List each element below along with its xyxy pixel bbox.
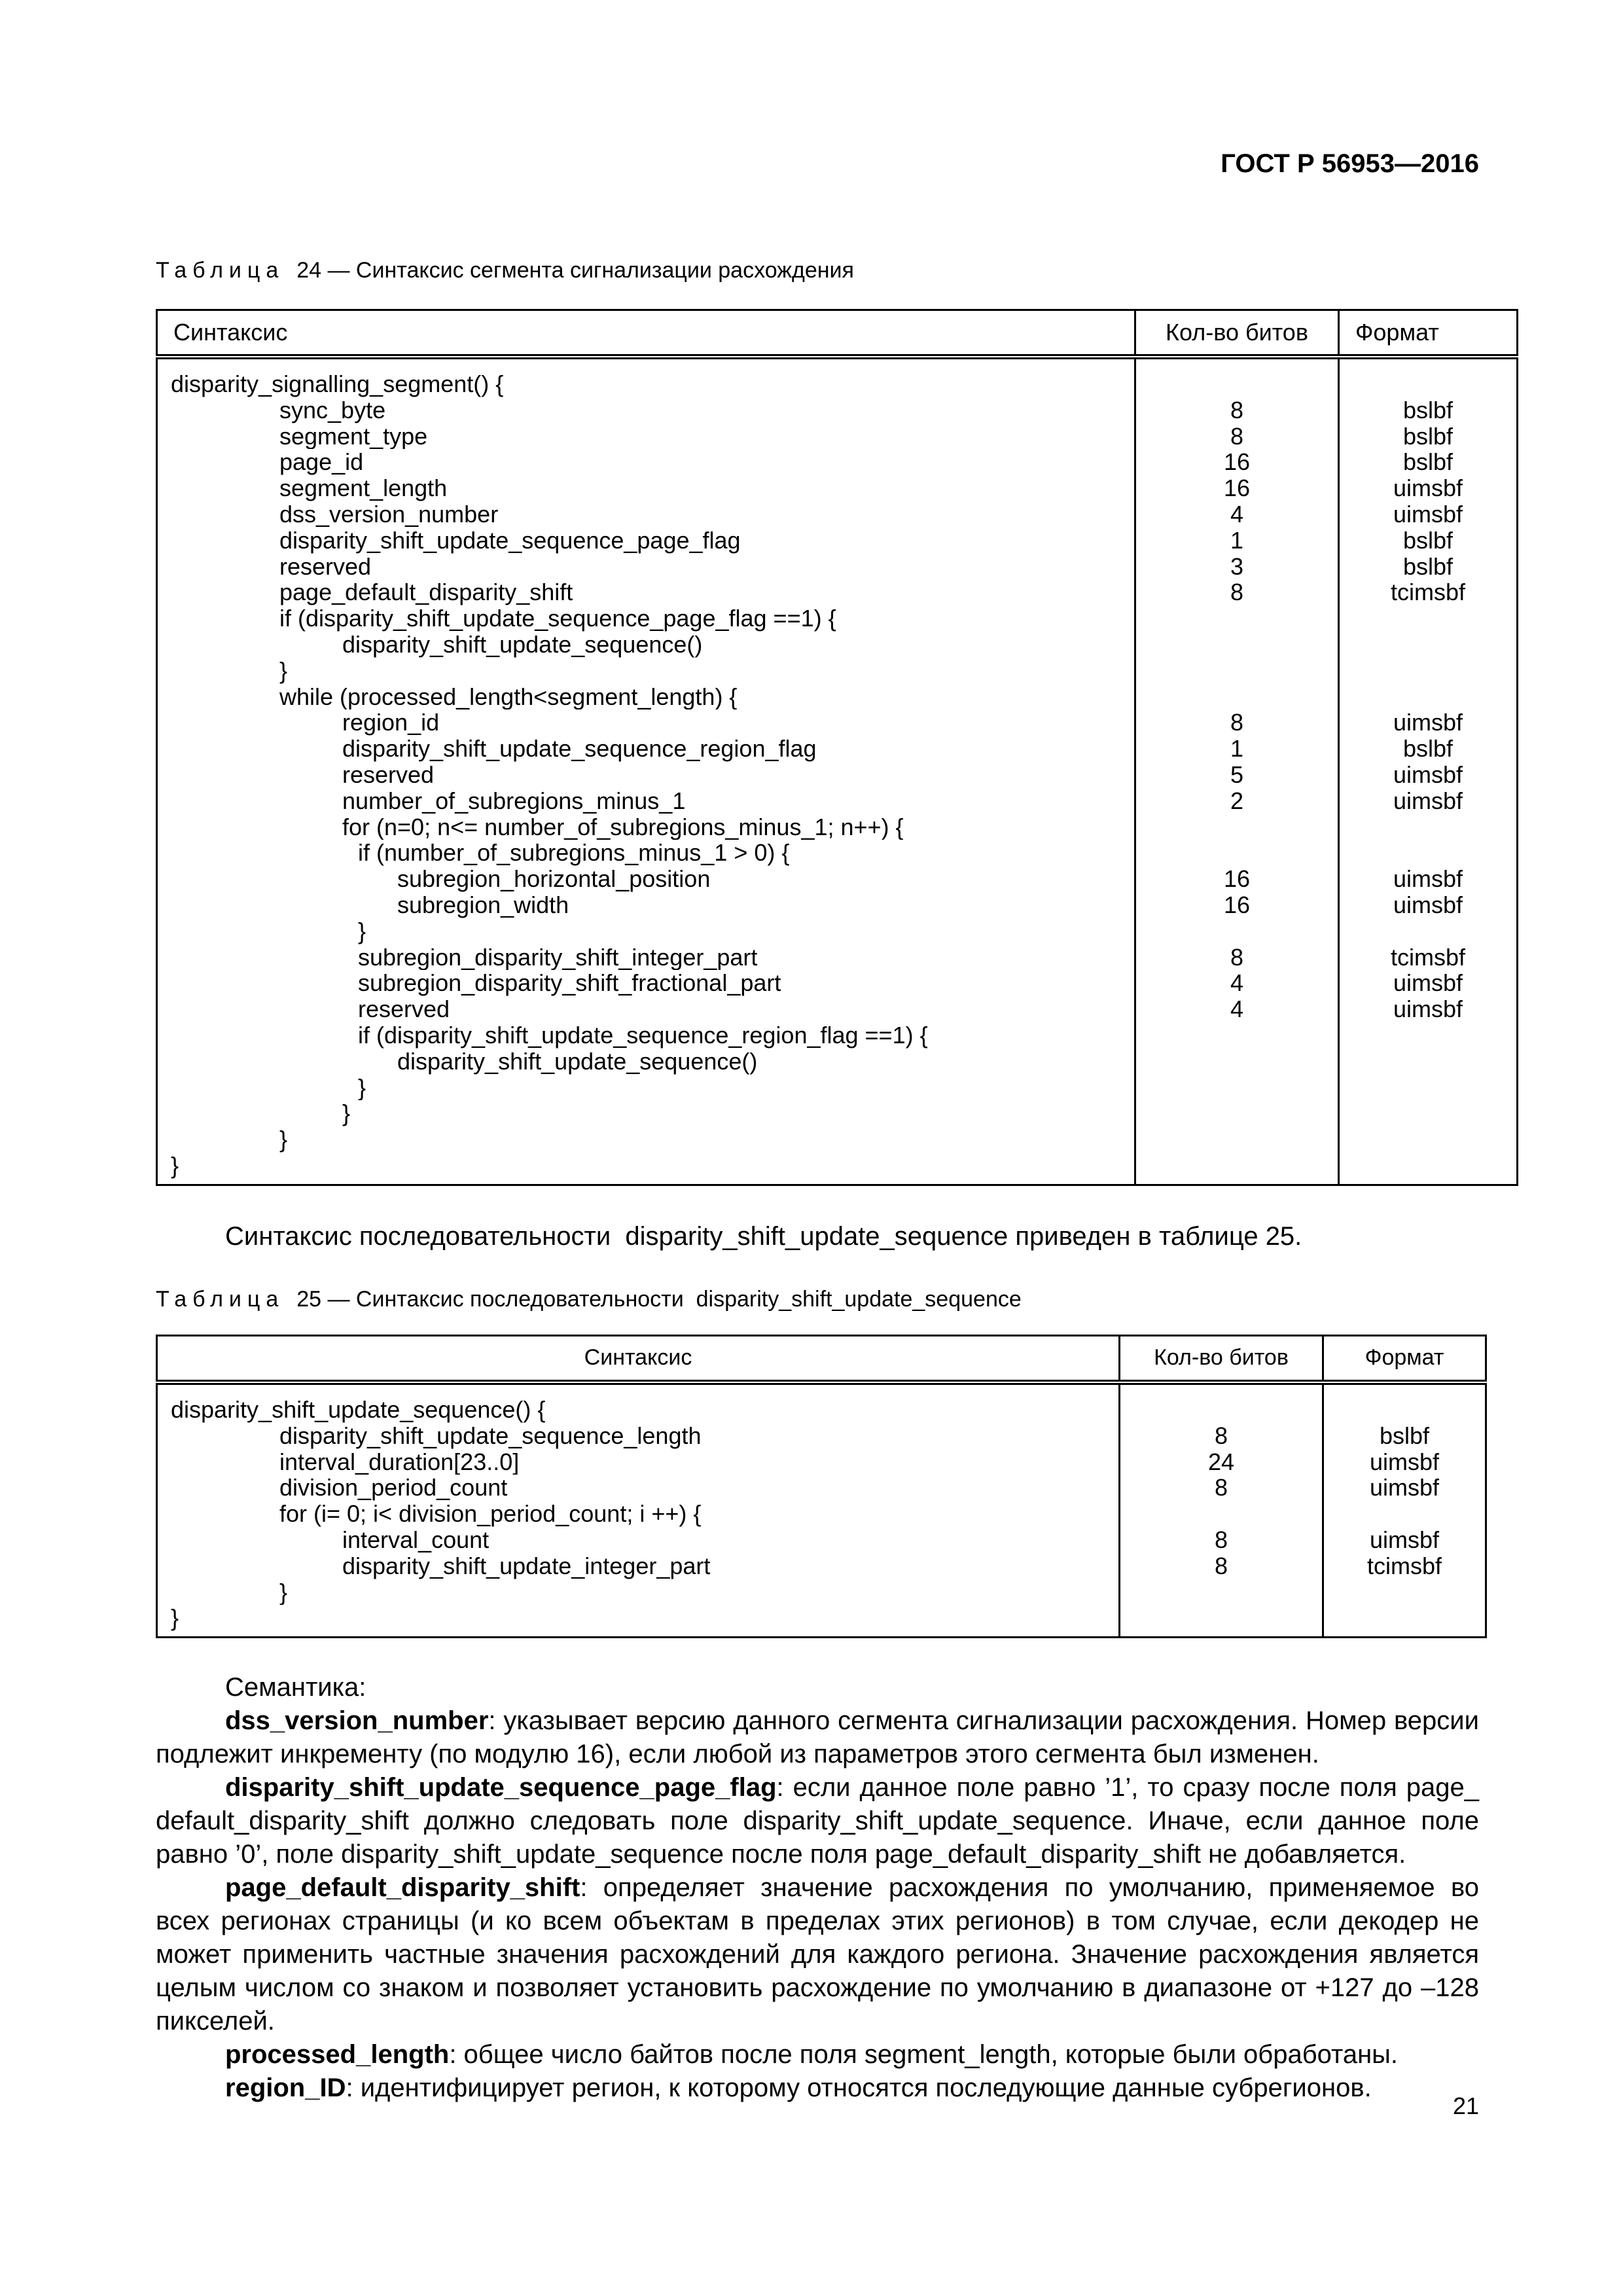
t24-format-value: bslbf (1402, 423, 1454, 450)
table24-syntax-column (157, 357, 1135, 1185)
t25-syntax-line: for (i= 0; i< division_period_count; i ++) { (279, 1501, 702, 1527)
t24-syntax-line: disparity_shift_update_sequence_page_flag (279, 527, 741, 554)
t24-format-value (1340, 918, 1516, 944)
t25-syntax-line: disparity_shift_update_sequence() { (171, 1397, 546, 1423)
table24-header-format: Формат (1339, 310, 1518, 357)
semantics-definition: : определяет значение расхождения по умолчанию, применяемое во всех регионах страницы (и ко всем объектам в пределах этих регионов) в том случае, если декодер не может применить частные значения расхождений для каждого региона. Значение расхождения является целым числом со знаком и позволяет установить расхождение по умолчанию в диапазоне от +127 до –128 пикселей. (156, 1873, 1479, 2036)
t24-bits-value: 16 (1223, 891, 1251, 918)
t24-bits-value (1136, 658, 1338, 684)
t24-format-value: bslbf (1402, 449, 1454, 476)
t24-syntax-line: sync_byte (279, 397, 386, 423)
t24-bits-value (1136, 371, 1338, 397)
t24-format-value (1340, 1022, 1516, 1049)
t24-bits-value (1136, 918, 1338, 944)
t24-format-value: bslbf (1402, 553, 1454, 580)
t24-format-value: uimsbf (1393, 970, 1463, 997)
semantics-item (156, 2038, 1479, 2072)
t24-bits-value (1136, 1100, 1338, 1126)
semantics-definition: : общее число байтов после поля segment_length, которые были обработаны. (449, 2040, 1399, 2069)
table24-bits-column (1135, 357, 1339, 1185)
t24-format-value: uimsbf (1393, 866, 1463, 892)
t24-syntax-line: } (171, 1152, 179, 1179)
t24-syntax-line: dss_version_number (279, 501, 499, 528)
t24-bits-value: 1 (1230, 736, 1244, 762)
t24-format-value: uimsbf (1393, 787, 1463, 814)
t24-syntax-line: number_of_subregions_minus_1 (342, 787, 686, 814)
t24-bits-value: 8 (1230, 944, 1244, 971)
t24-bits-value (1136, 605, 1338, 632)
t24-syntax-line: segment_length (279, 475, 448, 501)
t25-syntax-line: disparity_shift_update_integer_part (342, 1552, 711, 1579)
semantics-definition: : указывает версию данного сегмента сигнализации расхождения. Номер версии подлежит инкременту (по модулю 16), если любой из параметров этого сегмента был изменен. (156, 1706, 1479, 1768)
semantics-term: region_ID (225, 2073, 346, 2102)
t24-format-value (1340, 684, 1516, 710)
t24-syntax-line: reserved (358, 996, 450, 1022)
semantics-item (156, 1704, 1479, 1771)
t24-syntax-line: disparity_shift_update_sequence() (397, 1048, 758, 1075)
table24-format-column (1339, 357, 1518, 1185)
semantics-term: dss_version_number (225, 1706, 489, 1735)
t24-syntax-line: for (n=0; n<= number_of_subregions_minus_1; n++) { (342, 814, 904, 840)
t24-bits-value: 4 (1230, 970, 1244, 997)
t24-bits-value (1136, 1022, 1338, 1049)
t24-syntax-line: disparity_shift_update_sequence() (342, 631, 703, 658)
t25-format-value (1324, 1501, 1485, 1527)
t24-format-value: uimsbf (1393, 709, 1463, 736)
t24-format-value (1340, 1075, 1516, 1101)
table25-header-syntax: Синтаксис (157, 1336, 1120, 1383)
t24-format-value: uimsbf (1393, 475, 1463, 501)
t24-bits-value: 3 (1230, 553, 1244, 580)
table24-body-row (157, 357, 1518, 1185)
t24-bits-value (1136, 840, 1338, 866)
semantics-item (156, 1871, 1479, 2038)
table24-caption (156, 258, 854, 283)
t25-format-value: tcimsbf (1366, 1552, 1442, 1579)
t25-bits-value (1120, 1605, 1322, 1631)
t25-bits-value: 8 (1214, 1526, 1228, 1553)
t24-syntax-line: subregion_disparity_shift_integer_part (358, 944, 758, 971)
t24-bits-value (1136, 1126, 1338, 1153)
semantics-item (156, 2072, 1479, 2105)
table24-header-bits: Кол-во битов (1135, 310, 1339, 357)
t24-syntax-line: } (358, 1074, 366, 1101)
t24-format-value (1340, 1153, 1516, 1179)
t25-format-value (1324, 1579, 1485, 1605)
t24-syntax-line: reserved (342, 761, 435, 788)
t25-bits-value: 8 (1214, 1475, 1228, 1501)
t24-format-value (1340, 1126, 1516, 1153)
t24-format-value (1340, 605, 1516, 632)
table25-caption-text: 25 — Синтаксис последовательности disparity_shift_update_sequence (296, 1287, 1022, 1312)
t24-format-value: uimsbf (1393, 891, 1463, 918)
t24-format-value (1340, 658, 1516, 684)
t24-bits-value: 8 (1230, 579, 1244, 606)
semantics-term: processed_length (225, 2040, 450, 2069)
t24-bits-value: 1 (1230, 527, 1244, 554)
t25-format-value (1324, 1605, 1485, 1631)
t24-format-value: tcimsbf (1390, 944, 1465, 971)
semantics-item (156, 1771, 1479, 1871)
t24-bits-value (1136, 1075, 1338, 1101)
t24-bits-value (1136, 1049, 1338, 1075)
table24-header-syntax: Синтаксис (157, 310, 1135, 357)
t25-syntax-line: division_period_count (279, 1475, 508, 1501)
t25-bits-value: 24 (1207, 1448, 1235, 1475)
t24-bits-value: 8 (1230, 397, 1244, 423)
t25-bits-value: 8 (1214, 1552, 1228, 1579)
t24-bits-value: 16 (1223, 475, 1251, 501)
t24-bits-value: 4 (1230, 501, 1244, 528)
t24-bits-value: 2 (1230, 787, 1244, 814)
t25-format-value: uimsbf (1369, 1475, 1440, 1501)
table25-caption (156, 1287, 1022, 1312)
t24-bits-value (1136, 684, 1338, 710)
semantics-heading: Семантика: (225, 1673, 366, 1702)
t24-format-value: bslbf (1402, 527, 1454, 554)
t25-format-value (1324, 1397, 1485, 1423)
t24-bits-value: 4 (1230, 996, 1244, 1022)
t24-bits-value (1136, 632, 1338, 658)
table24-header-row (157, 310, 1518, 357)
page-number: 21 (1452, 2092, 1479, 2119)
t24-syntax-line: region_id (342, 709, 440, 736)
table25-caption-word: Таблица (156, 1287, 285, 1312)
table25-header-bits: Кол-во битов (1120, 1336, 1323, 1383)
t24-syntax-line: if (disparity_shift_update_sequence_page_flag ==1) { (279, 605, 836, 632)
t24-syntax-line: page_default_disparity_shift (279, 579, 573, 606)
table25-header-format: Формат (1323, 1336, 1486, 1383)
table24-caption-text: 24 — Синтаксис сегмента сигнализации расхождения (296, 258, 854, 283)
t24-format-value: uimsbf (1393, 501, 1463, 528)
t25-bits-value (1120, 1397, 1322, 1423)
t25-syntax-line: } (279, 1579, 288, 1605)
table25-bits-column (1120, 1382, 1323, 1638)
t24-bits-value: 16 (1223, 866, 1251, 892)
semantics-section (156, 1671, 1479, 2105)
semantics-term: disparity_shift_update_sequence_page_flag (225, 1773, 777, 1802)
t24-format-value: uimsbf (1393, 996, 1463, 1022)
t24-syntax-line: disparity_signalling_segment() { (171, 371, 504, 397)
t24-bits-value (1136, 1153, 1338, 1179)
table25 (156, 1335, 1487, 1638)
t24-syntax-line: subregion_disparity_shift_fractional_part (358, 970, 781, 997)
t25-syntax-line: disparity_shift_update_sequence_length (279, 1422, 702, 1449)
t24-syntax-line: } (279, 657, 288, 684)
table25-intro: Синтаксис последовательности disparity_shift_update_sequence приведен в таблице 25. (225, 1222, 1302, 1251)
t25-bits-value (1120, 1579, 1322, 1605)
t24-syntax-line: } (342, 1100, 351, 1127)
t24-syntax-line: } (358, 918, 366, 944)
t25-syntax-line: } (171, 1605, 179, 1632)
t24-format-value (1340, 840, 1516, 866)
t24-format-value (1340, 814, 1516, 840)
table25-syntax-column (157, 1382, 1120, 1638)
t24-bits-value: 5 (1230, 761, 1244, 788)
t24-syntax-line: if (disparity_shift_update_sequence_region_flag ==1) { (358, 1022, 928, 1049)
table25-format-column (1323, 1382, 1486, 1638)
t24-syntax-line: disparity_shift_update_sequence_region_flag (342, 736, 817, 762)
t24-syntax-line: reserved (279, 553, 372, 580)
table25-body-row (157, 1382, 1486, 1638)
t24-bits-value: 8 (1230, 423, 1244, 450)
t24-format-value: bslbf (1402, 397, 1454, 423)
t25-syntax-line: interval_count (342, 1526, 490, 1553)
t24-format-value (1340, 1100, 1516, 1126)
t24-bits-value (1136, 814, 1338, 840)
t24-format-value: bslbf (1402, 736, 1454, 762)
t24-syntax-line: subregion_width (397, 891, 569, 918)
t24-format-value (1340, 632, 1516, 658)
t24-syntax-line: while (processed_length<segment_length) { (279, 683, 738, 710)
t25-bits-value: 8 (1214, 1422, 1228, 1449)
t24-syntax-line: subregion_horizontal_position (397, 866, 711, 892)
table24-caption-word: Таблица (156, 258, 285, 283)
standard-number: ГОСТ Р 56953—2016 (1221, 149, 1479, 178)
t25-format-value: uimsbf (1369, 1448, 1440, 1475)
t24-format-value (1340, 1049, 1516, 1075)
t25-bits-value (1120, 1501, 1322, 1527)
t25-syntax-line: interval_duration[23..0] (279, 1448, 520, 1475)
t24-bits-value: 16 (1223, 449, 1251, 476)
t24-syntax-line: } (279, 1126, 288, 1153)
t24-syntax-line: segment_type (279, 423, 428, 450)
t24-bits-value: 8 (1230, 709, 1244, 736)
t24-format-value: tcimsbf (1390, 579, 1465, 606)
t24-format-value (1340, 371, 1516, 397)
semantics-definition: : идентифицирует регион, к которому относятся последующие данные субрегионов. (346, 2073, 1372, 2102)
t24-syntax-line: if (number_of_subregions_minus_1 > 0) { (358, 840, 790, 867)
table25-header-row (157, 1336, 1486, 1383)
t24-format-value: uimsbf (1393, 761, 1463, 788)
t24-syntax-line: page_id (279, 449, 364, 476)
table24 (156, 309, 1518, 1186)
t25-format-value: uimsbf (1369, 1526, 1440, 1553)
semantics-term: page_default_disparity_shift (225, 1873, 580, 1902)
semantics-definition: : если данное поле равно ’1’, то сразу после поля page_ default_disparity_shift должно следовать поле disparity_shift_update_sequence. Иначе, если данное поле равно ’0’, поле disparity_shift_update_sequence после поля page_default_disparity_shift не добавляется. (156, 1773, 1479, 1869)
t25-format-value: bslbf (1379, 1422, 1430, 1449)
